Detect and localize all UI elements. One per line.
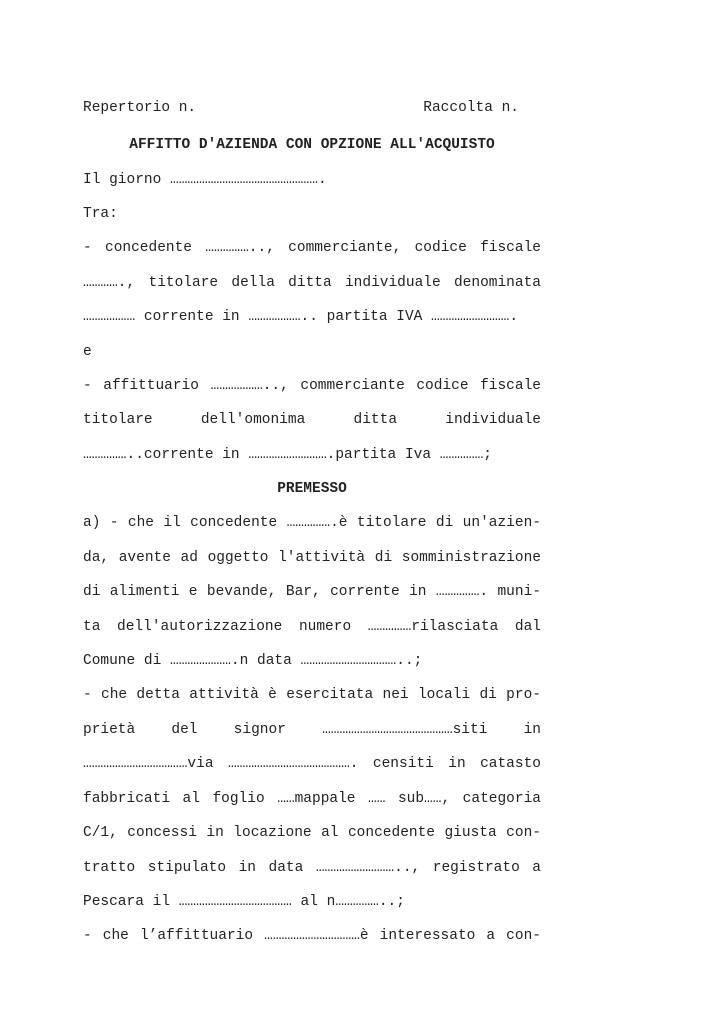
text-line: - affittuario ……………….., commerciante codice fiscale <box>83 378 541 394</box>
premesso-heading: PREMESSO <box>277 481 347 497</box>
text-line: ……………..corrente in ……………………….partita Iva ……………; <box>83 447 492 463</box>
parties-label: Tra: <box>83 206 118 222</box>
text-line: ……………… corrente in ……………….. partita IVA ………………………. <box>83 309 519 325</box>
text-line: - concedente …………….., commerciante, codice fiscale <box>83 240 541 256</box>
text-line: di alimenti e bevande, Bar, corrente in ……………. muni- <box>83 584 541 600</box>
text-line: e <box>83 344 92 360</box>
text-line: fabbricati al foglio ……mappale …… sub……, categoria <box>83 791 541 807</box>
text-line: prietà del signor ………………………………………siti in <box>83 722 541 738</box>
text-line: tratto stipulato in data ……………………….., registrato a <box>83 860 541 876</box>
text-line: C/1, concessi in locazione al concedente giusta con- <box>83 825 541 841</box>
text-line: da, avente ad oggetto l'attività di somministrazione <box>83 550 541 566</box>
text-line: ………………………………via ……………………………………. censiti in catasto <box>83 756 541 772</box>
text-line: ta dell'autorizzazione numero ……………rilasciata dal <box>83 619 541 635</box>
document-header <box>83 100 541 116</box>
text-line: - che l’affittuario ……………………………è interessato a con- <box>83 928 541 944</box>
repertorio-label: Repertorio n. <box>83 100 197 116</box>
text-line: Pescara il ………………………………… al n……………..; <box>83 894 405 910</box>
text-line: a) - che il concedente …………….è titolare di un'azien- <box>83 515 541 531</box>
raccolta-label: Raccolta n. <box>423 100 519 116</box>
text-line: Comune di ………………….n data ……………………………..; <box>83 653 423 669</box>
text-line: …………., titolare della ditta individuale denominata <box>83 275 541 291</box>
date-line: Il giorno ……………………………………………. <box>83 172 327 188</box>
text-line: - che detta attività è esercitata nei locali di pro- <box>83 687 541 703</box>
text-line: titolare dell'omonima ditta individuale <box>83 412 541 428</box>
document-title: AFFITTO D'AZIENDA CON OPZIONE ALL'ACQUISTO <box>129 137 495 153</box>
